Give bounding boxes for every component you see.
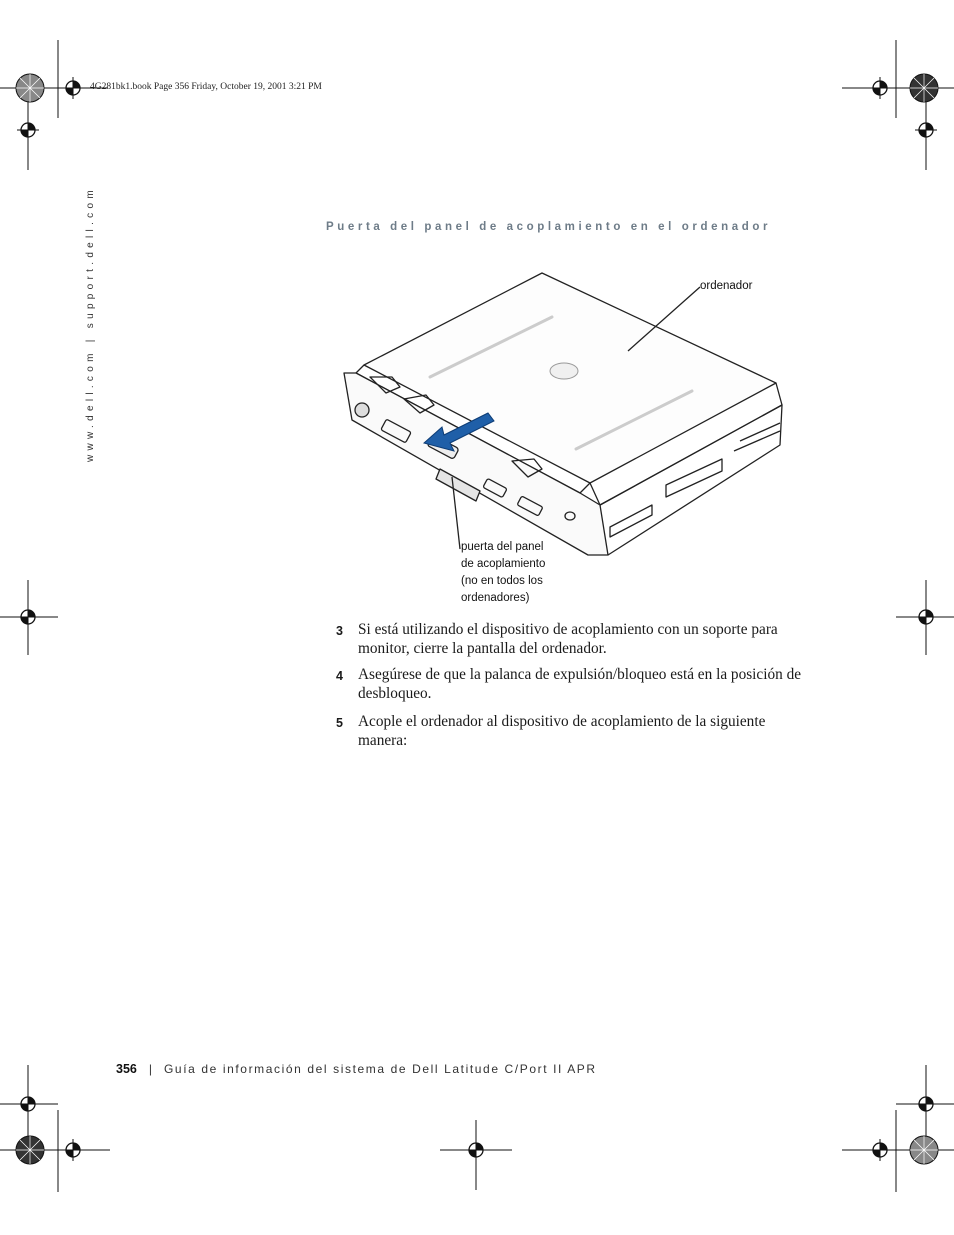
callout-docking-door (461, 539, 591, 607)
callout-computer: ordenador (700, 280, 753, 292)
star-target-icon (16, 74, 938, 1164)
step-number: 4 (336, 669, 343, 683)
step-3 (336, 620, 816, 658)
callout-line: ordenadores) (461, 592, 530, 604)
page-number: 356 (116, 1062, 137, 1076)
callout-line: de acoplamiento (461, 558, 546, 570)
footer-title: Guía de información del sistema de Dell Latitude C/Port II APR (163, 1062, 597, 1076)
side-url: www.dell.com | support.dell.com (85, 186, 96, 462)
step-4 (336, 665, 816, 703)
figure-title: Puerta del panel de acoplamiento en el ordenador (326, 221, 772, 233)
step-text: Si está utilizando el dispositivo de acoplamiento con un soporte para monitor, cierre la pantalla del ordenador. (358, 621, 778, 657)
footer-separator: | (148, 1062, 152, 1076)
step-number: 5 (336, 716, 343, 730)
page-footer (116, 1062, 597, 1076)
step-text: Asegúrese de que la palanca de expulsión/bloqueo está en la posición de desbloqueo. (358, 666, 802, 702)
step-5 (336, 712, 816, 750)
callout-line: puerta del panel (461, 541, 544, 553)
print-header: 4G281bk1.book Page 356 Friday, October 19, 2001 3:21 PM (90, 82, 322, 92)
callout-line: (no en todos los (461, 575, 543, 587)
step-number: 3 (336, 624, 343, 638)
step-text: Acople el ordenador al dispositivo de acoplamiento de la siguiente manera: (358, 713, 766, 749)
laptop-illustration (330, 265, 790, 560)
